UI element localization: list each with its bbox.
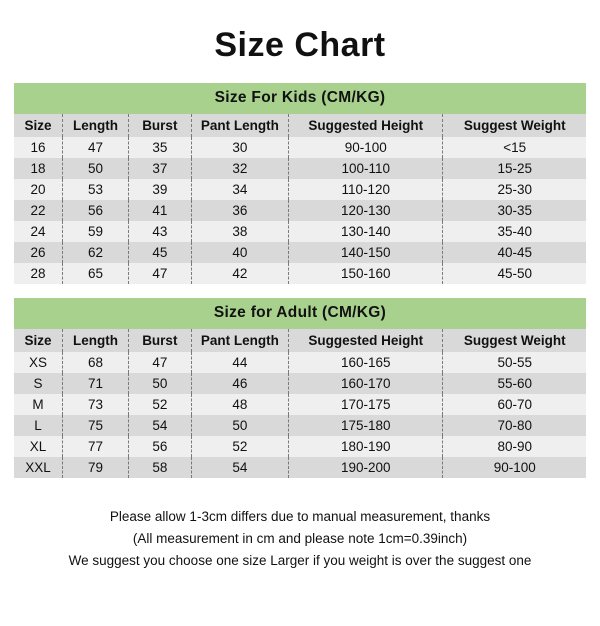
table-spacer: [14, 284, 586, 298]
cell-suggested-height: 130-140: [289, 221, 443, 242]
note-line-2: (All measurement in cm and please note 1cm=0.39inch): [132, 530, 468, 546]
note-line-1: Please allow 1-3cm differs due to manual measurement, thanks: [109, 509, 491, 524]
table-row: [14, 352, 586, 373]
cell-size: M: [14, 394, 63, 415]
cell-size: 24: [14, 221, 63, 242]
kids-col-pant-length: Pant Length: [191, 114, 288, 137]
adult-col-suggest-weight: Suggest Weight: [443, 329, 586, 352]
cell-suggested-height: 110-120: [289, 179, 443, 200]
cell-size: 22: [14, 200, 63, 221]
cell-length: 73: [63, 394, 129, 415]
table-row: [14, 158, 586, 179]
cell-suggested-height: 160-165: [289, 352, 443, 373]
adult-size-table: [14, 298, 586, 478]
cell-length: 65: [63, 263, 129, 284]
cell-suggest-weight: 15-25: [443, 158, 586, 179]
kids-size-table: [14, 83, 586, 284]
cell-suggest-weight: 90-100: [443, 457, 586, 478]
cell-length: 77: [63, 436, 129, 457]
cell-size: XS: [14, 352, 63, 373]
cell-burst: 41: [128, 200, 191, 221]
cell-suggest-weight: 55-60: [443, 373, 586, 394]
cell-pant-length: 50: [191, 415, 288, 436]
cell-suggest-weight: <15: [443, 137, 586, 158]
cell-burst: 47: [128, 352, 191, 373]
cell-length: 53: [63, 179, 129, 200]
note-line-3: We suggest you choose one size Larger if you weight is over the suggest one: [68, 552, 532, 568]
adult-col-length: Length: [63, 329, 129, 352]
cell-suggested-height: 90-100: [289, 137, 443, 158]
adult-header-row: [14, 329, 586, 352]
table-row: [14, 137, 586, 158]
notes-block: [30, 506, 570, 572]
cell-burst: 50: [128, 373, 191, 394]
cell-pant-length: 48: [191, 394, 288, 415]
cell-size: 18: [14, 158, 63, 179]
cell-burst: 45: [128, 242, 191, 263]
cell-suggest-weight: 40-45: [443, 242, 586, 263]
kids-band-label: Size For Kids (CM/KG): [14, 83, 586, 114]
cell-length: 71: [63, 373, 129, 394]
cell-pant-length: 54: [191, 457, 288, 478]
cell-size: 28: [14, 263, 63, 284]
cell-burst: 43: [128, 221, 191, 242]
kids-header-row: [14, 114, 586, 137]
cell-suggest-weight: 50-55: [443, 352, 586, 373]
cell-length: 56: [63, 200, 129, 221]
cell-suggest-weight: 60-70: [443, 394, 586, 415]
adult-col-size: Size: [14, 329, 63, 352]
table-row: [14, 200, 586, 221]
cell-suggest-weight: 30-35: [443, 200, 586, 221]
cell-size: XXL: [14, 457, 63, 478]
cell-length: 75: [63, 415, 129, 436]
cell-burst: 58: [128, 457, 191, 478]
kids-col-suggest-weight: Suggest Weight: [443, 114, 586, 137]
adult-col-burst: Burst: [128, 329, 191, 352]
table-row: [14, 373, 586, 394]
cell-suggest-weight: 80-90: [443, 436, 586, 457]
adult-col-pant-length: Pant Length: [191, 329, 288, 352]
adult-band-row: [14, 298, 586, 329]
adult-col-suggested-height: Suggested Height: [289, 329, 443, 352]
cell-length: 59: [63, 221, 129, 242]
table-row: [14, 221, 586, 242]
cell-pant-length: 38: [191, 221, 288, 242]
adult-band-label: Size for Adult (CM/KG): [14, 298, 586, 329]
cell-pant-length: 36: [191, 200, 288, 221]
cell-suggest-weight: 25-30: [443, 179, 586, 200]
cell-suggested-height: 120-130: [289, 200, 443, 221]
table-row: [14, 179, 586, 200]
cell-size: 26: [14, 242, 63, 263]
cell-length: 79: [63, 457, 129, 478]
cell-suggested-height: 100-110: [289, 158, 443, 179]
table-row: [14, 415, 586, 436]
cell-pant-length: 42: [191, 263, 288, 284]
cell-length: 47: [63, 137, 129, 158]
table-row: [14, 457, 586, 478]
kids-col-size: Size: [14, 114, 63, 137]
kids-table-body: [14, 83, 586, 284]
kids-band-row: [14, 83, 586, 114]
page-title: Size Chart: [214, 26, 386, 64]
cell-burst: 56: [128, 436, 191, 457]
adult-table-body: [14, 298, 586, 478]
cell-pant-length: 44: [191, 352, 288, 373]
table-row: [14, 394, 586, 415]
cell-suggested-height: 140-150: [289, 242, 443, 263]
cell-size: S: [14, 373, 63, 394]
cell-burst: 54: [128, 415, 191, 436]
cell-length: 62: [63, 242, 129, 263]
cell-suggested-height: 190-200: [289, 457, 443, 478]
cell-burst: 37: [128, 158, 191, 179]
cell-pant-length: 30: [191, 137, 288, 158]
cell-pant-length: 34: [191, 179, 288, 200]
kids-col-suggested-height: Suggested Height: [289, 114, 443, 137]
table-row: [14, 242, 586, 263]
cell-length: 68: [63, 352, 129, 373]
cell-pant-length: 32: [191, 158, 288, 179]
cell-size: 20: [14, 179, 63, 200]
cell-suggest-weight: 70-80: [443, 415, 586, 436]
cell-suggested-height: 175-180: [289, 415, 443, 436]
kids-col-length: Length: [63, 114, 129, 137]
cell-suggested-height: 170-175: [289, 394, 443, 415]
cell-length: 50: [63, 158, 129, 179]
cell-size: L: [14, 415, 63, 436]
cell-suggested-height: 160-170: [289, 373, 443, 394]
table-row: [14, 263, 586, 284]
cell-suggest-weight: 35-40: [443, 221, 586, 242]
size-chart-page: [0, 26, 600, 626]
cell-burst: 47: [128, 263, 191, 284]
cell-suggest-weight: 45-50: [443, 263, 586, 284]
table-row: [14, 436, 586, 457]
cell-burst: 35: [128, 137, 191, 158]
cell-pant-length: 52: [191, 436, 288, 457]
cell-burst: 39: [128, 179, 191, 200]
cell-pant-length: 46: [191, 373, 288, 394]
cell-burst: 52: [128, 394, 191, 415]
kids-col-burst: Burst: [128, 114, 191, 137]
cell-size: XL: [14, 436, 63, 457]
cell-pant-length: 40: [191, 242, 288, 263]
cell-suggested-height: 180-190: [289, 436, 443, 457]
cell-suggested-height: 150-160: [289, 263, 443, 284]
cell-size: 16: [14, 137, 63, 158]
